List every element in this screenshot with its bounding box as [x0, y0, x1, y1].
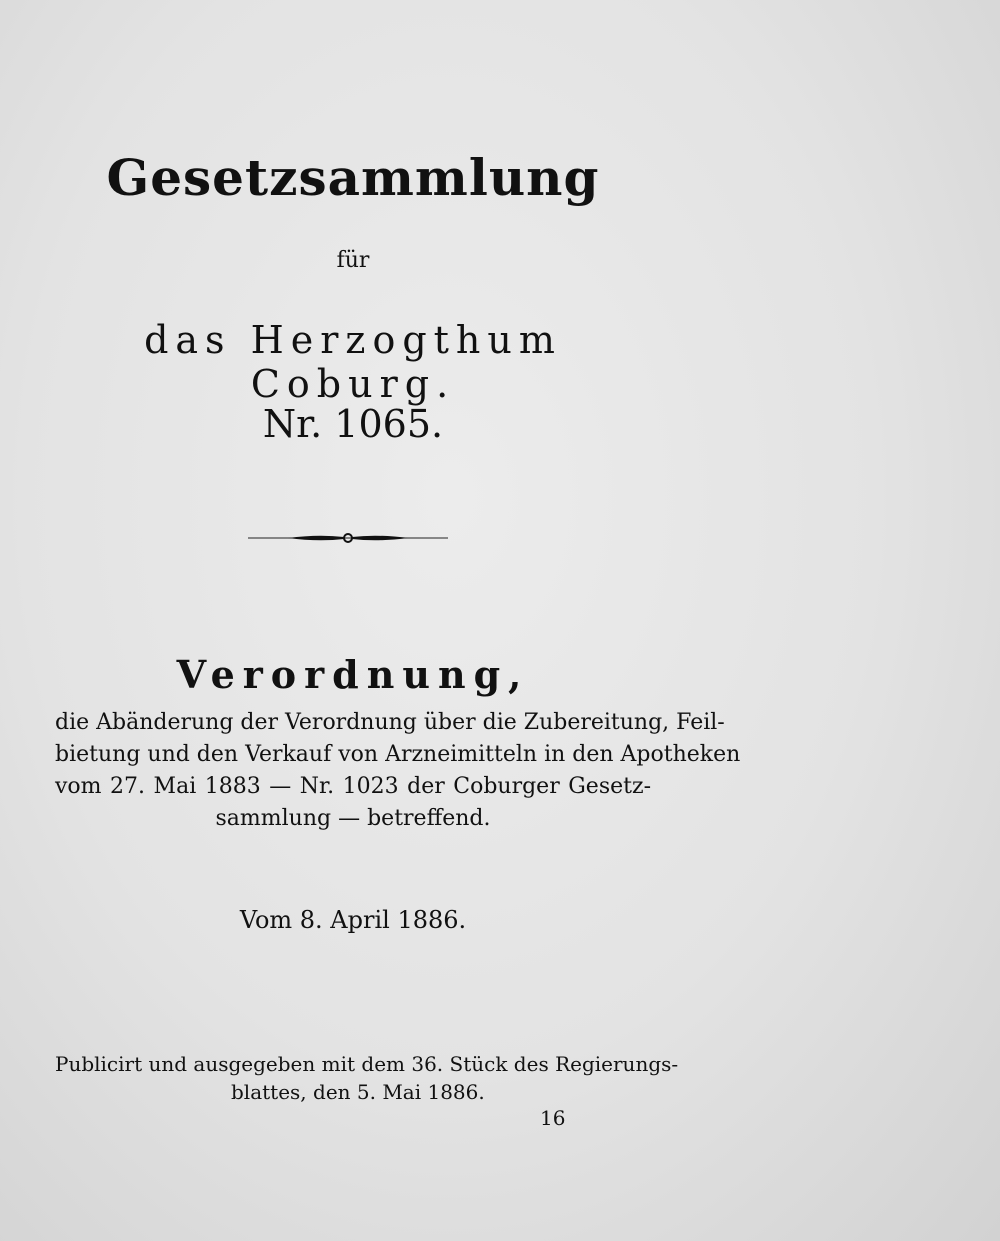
- territory-title: das Herzogthum Coburg.: [144, 318, 562, 406]
- publication-note: [55, 1050, 679, 1106]
- page-number: 16: [540, 1106, 566, 1130]
- decree-date: Vom 8. April 1886.: [239, 906, 467, 934]
- publication-line: Publicirt und ausgegeben mit dem 36. Stück des Regierungs-: [55, 1052, 679, 1076]
- decree-heading: Verordnung,: [176, 652, 530, 697]
- decree-subject: [55, 707, 741, 835]
- issue-number: Nr. 1065.: [262, 402, 444, 446]
- for-label: für: [336, 248, 370, 273]
- subject-line: vom 27. Mai 1883 — Nr. 1023 der Coburger Gesetz-: [55, 774, 651, 799]
- ornamental-rule-icon: [248, 528, 448, 548]
- subject-line: bietung und den Verkauf von Arzneimitteln in den Apotheken: [55, 742, 741, 767]
- collection-title: Gesetzsammlung: [106, 148, 600, 207]
- subject-line: sammlung — betreffend.: [215, 806, 491, 831]
- subject-line: die Abänderung der Verordnung über die Zubereitung, Feil-: [55, 710, 725, 735]
- publication-line: blattes, den 5. Mai 1886.: [231, 1080, 485, 1104]
